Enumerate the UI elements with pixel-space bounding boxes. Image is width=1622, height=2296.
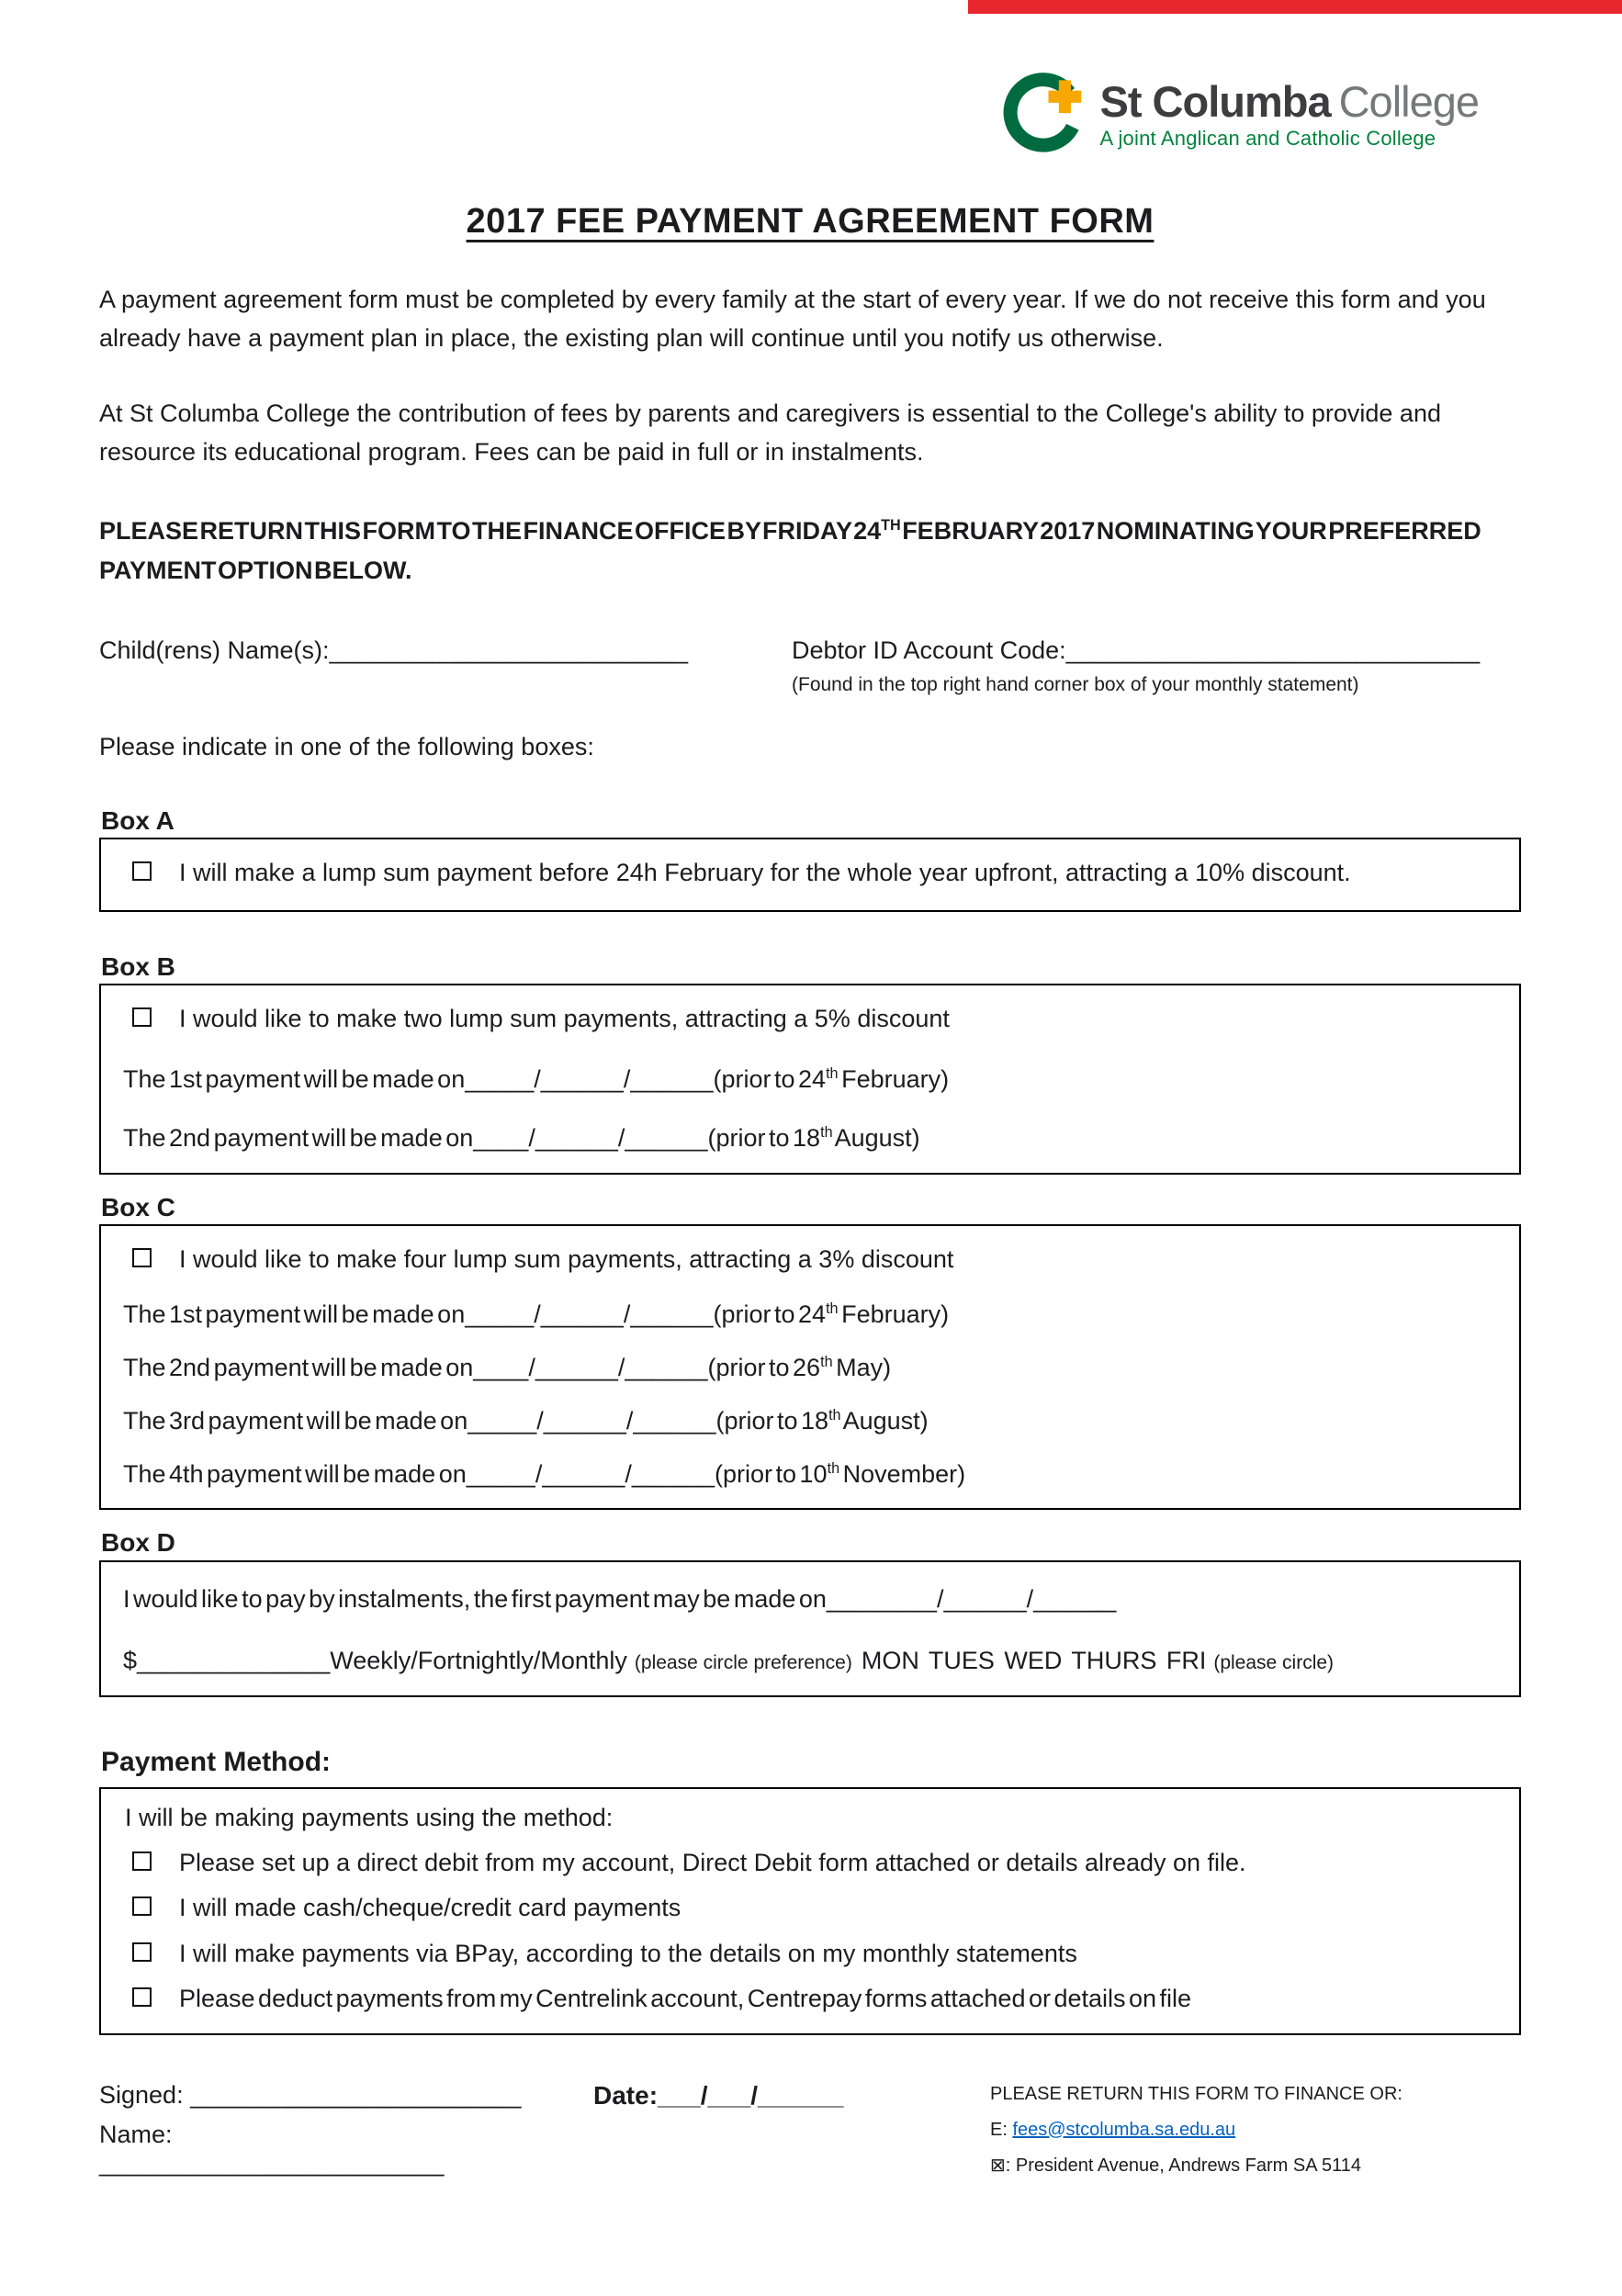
return-notice-text: PLEASE RETURN THIS FORM TO THE FINANCE OFFICE BY FRIDAY 24 — [99, 517, 882, 546]
debtor-label: Debtor ID Account Code: — [792, 636, 1066, 664]
box-d-heading: Box D — [101, 1528, 175, 1558]
form-title: 2017 FEE PAYMENT AGREEMENT FORM — [466, 202, 1155, 241]
signature-footer — [99, 2081, 1521, 2178]
ordinal-suffix: th — [820, 1123, 833, 1141]
logo-text-block — [1099, 76, 1479, 151]
box-b — [99, 984, 1521, 1175]
box-c-option-text: I would like to make four lump sum payments, attracting a 3% discount — [179, 1244, 954, 1273]
circle-note: (please circle) — [1213, 1652, 1335, 1674]
date-blank: _____/______/______ — [467, 1406, 716, 1435]
address-text: : President Avenue, Andrews Farm SA 5114 — [1005, 2155, 1362, 2176]
return-notice-text-2: FEBRUARY 2017 NOMINATING YOUR PREFERRED PAYMENT OPTION BELOW. — [99, 517, 1481, 585]
return-info-block — [990, 2081, 1521, 2178]
signed-label: Signed: — [99, 2080, 184, 2109]
date-line — [593, 2081, 843, 2110]
payment-line-text: The 1st payment will be made on — [123, 1300, 466, 1329]
return-instruction: PLEASE RETURN THIS FORM TO FINANCE OR: — [990, 2083, 1402, 2104]
signed-blank: ________________________ — [183, 2080, 522, 2109]
centrepay-option-text: Please deduct payments from my Centrelink account, Centrepay forms attached or details on file — [179, 1984, 1192, 2012]
ordinal-suffix: TH — [881, 517, 901, 535]
prior-note-text-2: May) — [832, 1354, 892, 1382]
prior-note-text-2: August) — [832, 1123, 920, 1152]
circle-preference-note: (please circle preference) — [634, 1652, 852, 1674]
email-prefix: E: — [990, 2119, 1013, 2140]
prior-note-text: (prior to 24 — [713, 1065, 827, 1094]
prior-note-text-2: February) — [838, 1065, 950, 1094]
child-names-blank: __________________________ — [329, 636, 688, 664]
box-b-payment-line-2 — [123, 1123, 1497, 1154]
ordinal-suffix: th — [826, 1065, 839, 1083]
box-a-option-row — [132, 854, 1497, 892]
prior-note-text-2: February) — [838, 1300, 950, 1329]
cash-cheque-option-text: I will made cash/cheque/credit card payments — [179, 1894, 681, 1922]
indicate-instruction: Please indicate in one of the following boxes: — [99, 732, 594, 760]
fields-row — [99, 636, 1521, 696]
ordinal-suffix: th — [826, 1300, 839, 1318]
envelope-icon: ⊠ — [990, 2155, 1006, 2176]
payment-line-text: The 3rd payment will be made on — [123, 1406, 468, 1435]
logo-name-light: College — [1338, 76, 1479, 126]
box-c-payment-line-1 — [123, 1300, 1497, 1331]
box-a-checkbox[interactable] — [132, 861, 152, 881]
debtor-hint: (Found in the top right hand corner box of your monthly statement) — [792, 673, 1359, 695]
payment-line-text: The 4th payment will be made on — [123, 1459, 467, 1488]
date-blank: _____/______/______ — [465, 1065, 714, 1094]
payment-method-option-row-1 — [132, 1845, 1497, 1881]
ordinal-suffix: th — [827, 1459, 840, 1477]
instalment-line — [123, 1584, 1497, 1615]
dollar-sign: $ — [123, 1647, 138, 1675]
direct-debit-checkbox[interactable] — [132, 1851, 152, 1871]
box-c-option-row — [132, 1241, 1497, 1278]
box-c-payment-line-4 — [123, 1459, 1497, 1491]
payment-line-text: The 1st payment will be made on — [123, 1065, 466, 1094]
name-line — [99, 2121, 524, 2178]
logo-tagline: A joint Anglican and Catholic College — [1099, 127, 1436, 151]
signed-line — [99, 2081, 524, 2110]
college-crest-icon — [998, 72, 1085, 158]
cash-cheque-checkbox[interactable] — [132, 1896, 152, 1916]
prior-note-text-2: August) — [840, 1406, 929, 1435]
college-logo — [99, 72, 1521, 158]
prior-note-text: (prior to 18 — [715, 1406, 829, 1435]
intro-paragraph-2: At St Columba College the contribution of fees by parents and caregivers is essential to the College's ability to provide and resource its educational program. Fees can be paid in full or in instalments. — [99, 400, 1441, 467]
frequency-options: Weekly/Fortnightly/Monthly — [330, 1647, 627, 1675]
ordinal-suffix: th — [828, 1406, 841, 1424]
box-b-option-row — [132, 1000, 1497, 1038]
centrepay-checkbox[interactable] — [132, 1987, 152, 2007]
date-label: Date: — [593, 2080, 659, 2110]
payment-line-text: The 2nd payment will be made on — [123, 1354, 474, 1382]
date-blank: _____/______/______ — [465, 1300, 714, 1329]
child-names-label: Child(rens) Name(s): — [99, 636, 330, 664]
return-notice — [99, 512, 1521, 590]
date-blank: ____/______/______ — [473, 1354, 708, 1382]
box-c — [99, 1224, 1521, 1511]
bpay-option-text: I will make payments via BPay, according to the details on my monthly statements — [179, 1939, 1077, 1967]
ordinal-suffix: th — [820, 1354, 833, 1371]
direct-debit-option-text: Please set up a direct debit from my account, Direct Debit form attached or details already on file. — [179, 1849, 1246, 1877]
date-blank: ___/___/______ — [658, 2080, 844, 2110]
box-c-payment-line-3 — [123, 1406, 1497, 1437]
address-line — [990, 2153, 1521, 2178]
payment-method-option-row-3 — [132, 1936, 1497, 1972]
payment-method-intro: I will be making payments using the method: — [125, 1804, 614, 1832]
payment-method-option-row-2 — [132, 1890, 1497, 1926]
date-blank: _____/______/______ — [466, 1459, 715, 1488]
top-red-bar — [968, 0, 1622, 14]
box-c-checkbox[interactable] — [132, 1248, 152, 1267]
logo-name — [1099, 76, 1479, 126]
logo-name-bold: St Columba — [1099, 76, 1331, 126]
debtor-field — [792, 636, 1480, 696]
payment-method-box — [99, 1787, 1521, 2035]
box-a — [99, 838, 1521, 912]
payment-method-option-row-4 — [132, 1981, 1497, 2017]
amount-line — [123, 1646, 1497, 1677]
debtor-blank: ______________________________ — [1065, 636, 1481, 664]
child-names-field — [99, 636, 792, 665]
instalment-line-text: I would like to pay by instalments, the first payment may be made on — [123, 1584, 827, 1613]
prior-note-text: (prior to 10 — [715, 1459, 828, 1488]
box-a-heading: Box A — [101, 805, 175, 835]
box-d — [99, 1560, 1521, 1698]
prior-note-text: (prior to 18 — [707, 1123, 821, 1152]
prior-note-text-2: November) — [839, 1459, 966, 1488]
box-b-heading: Box B — [101, 951, 175, 981]
prior-note-text: (prior to 24 — [713, 1300, 827, 1329]
name-blank: _________________________ — [99, 2148, 445, 2177]
weekday-options: MON TUES WED THURS FRI — [861, 1647, 1207, 1675]
box-a-option-text: I will make a lump sum payment before 24h February for the whole year upfront, attracting a 10% discount. — [179, 859, 1351, 887]
amount-blank: ______________ — [137, 1647, 331, 1675]
box-b-option-text: I would like to make two lump sum payments, attracting a 5% discount — [179, 1004, 950, 1032]
payment-method-heading: Payment Method: — [101, 1747, 332, 1778]
payment-line-text: The 2nd payment will be made on — [123, 1123, 474, 1152]
instalment-date-blank: ________/______/______ — [826, 1584, 1117, 1613]
email-line — [990, 2117, 1521, 2143]
bpay-checkbox[interactable] — [132, 1942, 152, 1962]
name-label: Name: — [99, 2120, 173, 2148]
prior-note-text: (prior to 26 — [707, 1354, 821, 1382]
box-c-payment-line-2 — [123, 1353, 1497, 1384]
box-b-payment-line-1 — [123, 1064, 1497, 1096]
signature-block — [99, 2081, 524, 2178]
date-blank: ____/______/______ — [473, 1123, 708, 1152]
box-b-checkbox[interactable] — [132, 1007, 152, 1027]
box-c-heading: Box C — [101, 1192, 175, 1221]
email-link[interactable]: fees@stcolumba.sa.edu.au — [1012, 2119, 1236, 2140]
intro-paragraph-1: A payment agreement form must be completed by every family at the start of every year. If we do not receive this form and you already have a payment plan in place, the existing plan will continue until you notify us otherwise. — [99, 286, 1486, 353]
